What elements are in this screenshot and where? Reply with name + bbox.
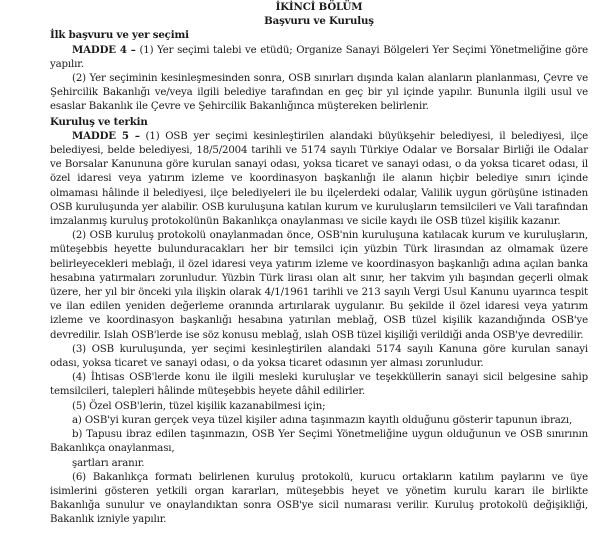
madde-5-paragraph-3: (3) OSB kuruluşunda, yer seçimi kesinleştirilen alandaki 5174 sayılı Kanuna göre kurulan sanayi odası, yoksa ticaret ve sanayi odası, o da yoksa ticaret odasının yer alması zorunludur. bbox=[50, 343, 588, 370]
madde-4-paragraph-2: (2) Yer seçiminin kesinleşmesinden sonra, OSB sınırları dışında kalan alanların planlanması, Çevre ve Şehircilik Bakanlığı ve/veya ilgili belediye tarafından en geç bir yıl içinde yapılır. Bununla ilgili usul ve esaslar Bakanlık ile Çevre ve Şehircilik Bakanlığınca müştereken belirlenir. bbox=[50, 73, 588, 113]
madde-5-paragraph-5: (5) Özel OSB'lerin, tüzel kişilik kazanabilmesi için; bbox=[72, 400, 326, 412]
section-subtitle: Başvuru ve Kuruluş bbox=[264, 15, 374, 28]
section-title: İKİNCİ BÖLÜM bbox=[275, 1, 363, 13]
madde-5-conditions: şartları aranır. bbox=[72, 457, 145, 469]
madde-5-paragraph-2: (2) OSB kuruluş protokolü onaylanmadan önce, OSB'nin kuruluşuna katılacak kurum ve kuruluşların, müteşebbis heyette bulunduracakları her bir temsilci için yüzbin Türk lirasından az olmamak üzere belirleyecekleri meblağı, il özel idaresi veya yatırım izleme ve koordinasyon başkanlığı adına açılan banka hesabına yatırmaları zorunludur. Yüzbin Türk lirası olan alt sınır, her takvim yılı başından geçerli olmak üzere, her yıl bir önceki yıla ilişkin olarak 4/1/1961 tarihli ve 213 sayılı Vergi Usul Kanunu uyarınca tespit ve ilan edilen yeniden değerleme oranında artırılarak uygulanır. Bu şekilde il özel idaresi veya yatırım izleme ve koordinasyon başkanlığı hesabına yatırılan meblağ, OSB tüzel kişilik kazandığında OSB'ye devredilir. Islah OSB'lerde ise söz konusu meblağ, ıslah OSB tüzel kişiliği verildiği anda OSB'ye devredilir. bbox=[50, 230, 588, 341]
madde-5-paragraph-6: (6) Bakanlıkça formatı belirlenen kuruluş protokolü, kurucu ortakların katılım paylarını ve üye isimlerini gösteren yetkili organ kararları, müteşebbis heyet ve yönetim kurulu kararı ile birlikte Bakanlığa sunulur ve onaylandıktan sonra OSB'ye sicil numarası verilir. Kuruluş protokolü değişikliği, Bakanlık izniyle yapılır. bbox=[50, 471, 588, 526]
madde-4-paragraph-1 bbox=[50, 43, 588, 72]
heading-ilk-basvuru: İlk başvuru ve yer seçimi bbox=[50, 29, 189, 42]
paragraph-text: (1) Yer seçimi talebi ve etüdü; Organize Sanayi Bölgeleri Yer Seçimi Yönetmeliğine göre yapılır. bbox=[50, 44, 588, 70]
madde-5-paragraph-1 bbox=[50, 129, 588, 229]
heading-kurulus-ve-terkin: Kuruluş ve terkin bbox=[50, 115, 148, 128]
madde-label: MADDE 4 – bbox=[72, 43, 136, 56]
madde-5-item-a: a) OSB'yi kuran gerçek veya tüzel kişiler adına taşınmazın kayıtlı olduğunu gösterir tapunun ibrazı, bbox=[72, 414, 573, 426]
madde-label: MADDE 5 – bbox=[72, 129, 140, 142]
madde-5-paragraph-4: (4) İhtisas OSB'lerde konu ile ilgili mesleki kuruluşlar ve teşekküllerin sanayi sicil belgesine sahip temsilcileri, talepleri hâlinde müteşebbis heyete dâhil edilirler. bbox=[50, 372, 588, 398]
paragraph-text: (1) OSB yer seçimi kesinleştirilen alandaki büyükşehir belediyesi, il belediyesi, ilçe belediyesi, belde belediyesi, 18/5/2004 tarihli ve 5174 sayılı Türkiye Odalar ve Borsalar Birliği ile Odalar ve Borsalar Kanununa göre kurulan sanayi odası, yoksa ticaret ve sanayi odası, o da yoksa ticaret odası, il özel idaresi veya yatırım izleme ve koordinasyon başkanlığı ile alanın hiçbir belediye sınırı içinde olmaması hâlinde il belediyesi, ilçe belediyeleri ile bu ilçelerdeki odalar, Valilik uygun görüşüne istinaden OSB kuruluşunda yer alabilir. OSB kuruluşuna katılan kurum ve kuruluşların temsilcileri ve Vali tarafından imzalanmış kuruluş protokolünün Bakanlıkça onaylanması ve sicile kaydı ile OSB tüzel kişilik kazanır. bbox=[50, 130, 588, 228]
madde-5-item-b: b) Tapusu ibraz edilen taşınmazın, OSB Yer Seçimi Yönetmeliğine uygun olduğunun ve OSB sınırının Bakanlıkça onaylanması, bbox=[50, 429, 588, 455]
